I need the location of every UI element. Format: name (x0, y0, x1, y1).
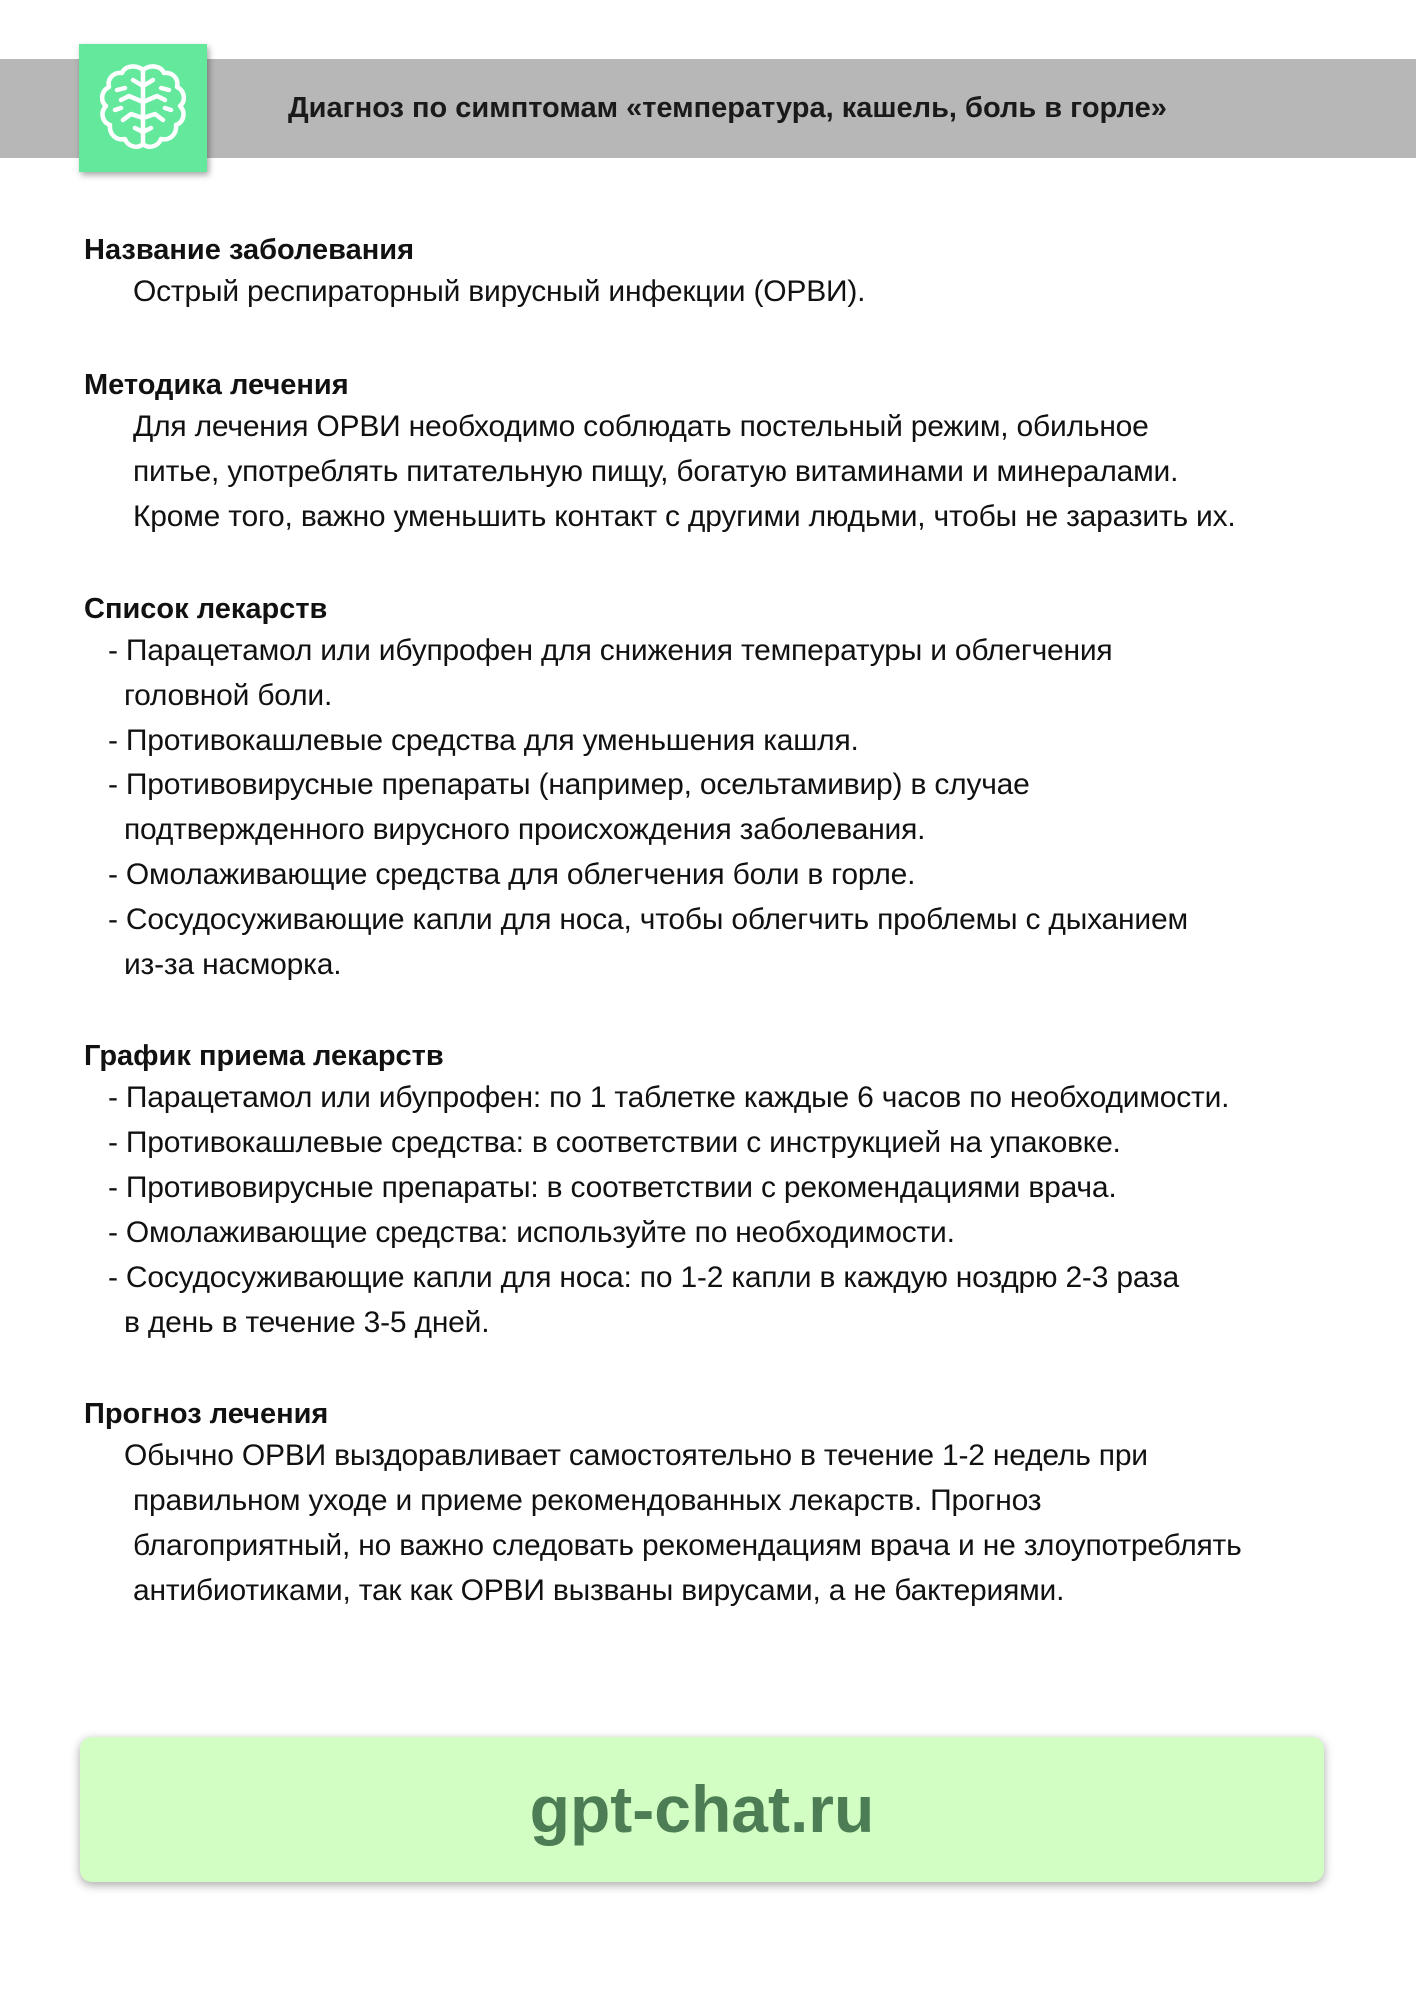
brain-icon (95, 60, 191, 156)
prognosis-line: антибиотиками, так как ОРВИ вызваны вирусами, а не бактериями. (133, 1574, 1065, 1607)
schedule-list-item: - Парацетамол или ибупрофен: по 1 таблетке каждые 6 часов по необходимости. (108, 1081, 1230, 1114)
schedule-list-item: - Противокашлевые средства: в соответствии с инструкцией на упаковке. (108, 1126, 1121, 1159)
method-line: питье, употреблять питательную пищу, богатую витаминами и минералами. (133, 455, 1179, 488)
footer-banner (80, 1737, 1324, 1882)
disease-line: Острый респираторный вирусный инфекции (ОРВИ). (133, 275, 866, 308)
section-heading-drugs: Список лекарств (84, 593, 328, 625)
drug-list-item: - Парацетамол или ибупрофен для снижения температуры и облегчения (108, 634, 1113, 667)
drug-list-item: - Противокашлевые средства для уменьшения кашля. (108, 724, 859, 757)
section-heading-schedule: График приема лекарств (84, 1040, 444, 1072)
drug-list-item-cont: подтвержденного вирусного происхождения заболевания. (124, 813, 926, 846)
page-title: Диагноз по симптомам «температура, кашель, боль в горле» (288, 92, 1167, 124)
section-heading-disease: Название заболевания (84, 234, 415, 266)
prognosis-line: Обычно ОРВИ выздоравливает самостоятельно в течение 1-2 недель при (124, 1439, 1148, 1472)
method-line: Для лечения ОРВИ необходимо соблюдать постельный режим, обильное (133, 410, 1149, 443)
drug-list-item: - Противовирусные препараты (например, осельтамивир) в случае (108, 768, 1030, 801)
site-link[interactable]: gpt-chat.ru (529, 1772, 875, 1846)
schedule-list-item-cont: в день в течение 3-5 дней. (124, 1306, 490, 1339)
method-line: Кроме того, важно уменьшить контакт с другими людьми, чтобы не заразить их. (133, 500, 1236, 533)
drug-list-item-cont: головной боли. (124, 679, 333, 712)
logo (79, 44, 207, 172)
section-heading-method: Методика лечения (84, 369, 349, 401)
drug-list-item-cont: из-за насморка. (124, 948, 342, 981)
prognosis-line: благоприятный, но важно следовать рекомендациям врача и не злоупотреблять (133, 1529, 1242, 1562)
schedule-list-item: - Противовирусные препараты: в соответствии с рекомендациями врача. (108, 1171, 1117, 1204)
drug-list-item: - Сосудосуживающие капли для носа, чтобы облегчить проблемы с дыханием (108, 903, 1188, 936)
schedule-list-item: - Сосудосуживающие капли для носа: по 1-2 капли в каждую ноздрю 2-3 раза (108, 1261, 1180, 1294)
schedule-list-item: - Омолаживающие средства: используйте по необходимости. (108, 1216, 955, 1249)
drug-list-item: - Омолаживающие средства для облегчения боли в горле. (108, 858, 916, 891)
section-heading-prognosis: Прогноз лечения (84, 1398, 329, 1430)
prognosis-line: правильном уходе и приеме рекомендованных лекарств. Прогноз (133, 1484, 1042, 1517)
